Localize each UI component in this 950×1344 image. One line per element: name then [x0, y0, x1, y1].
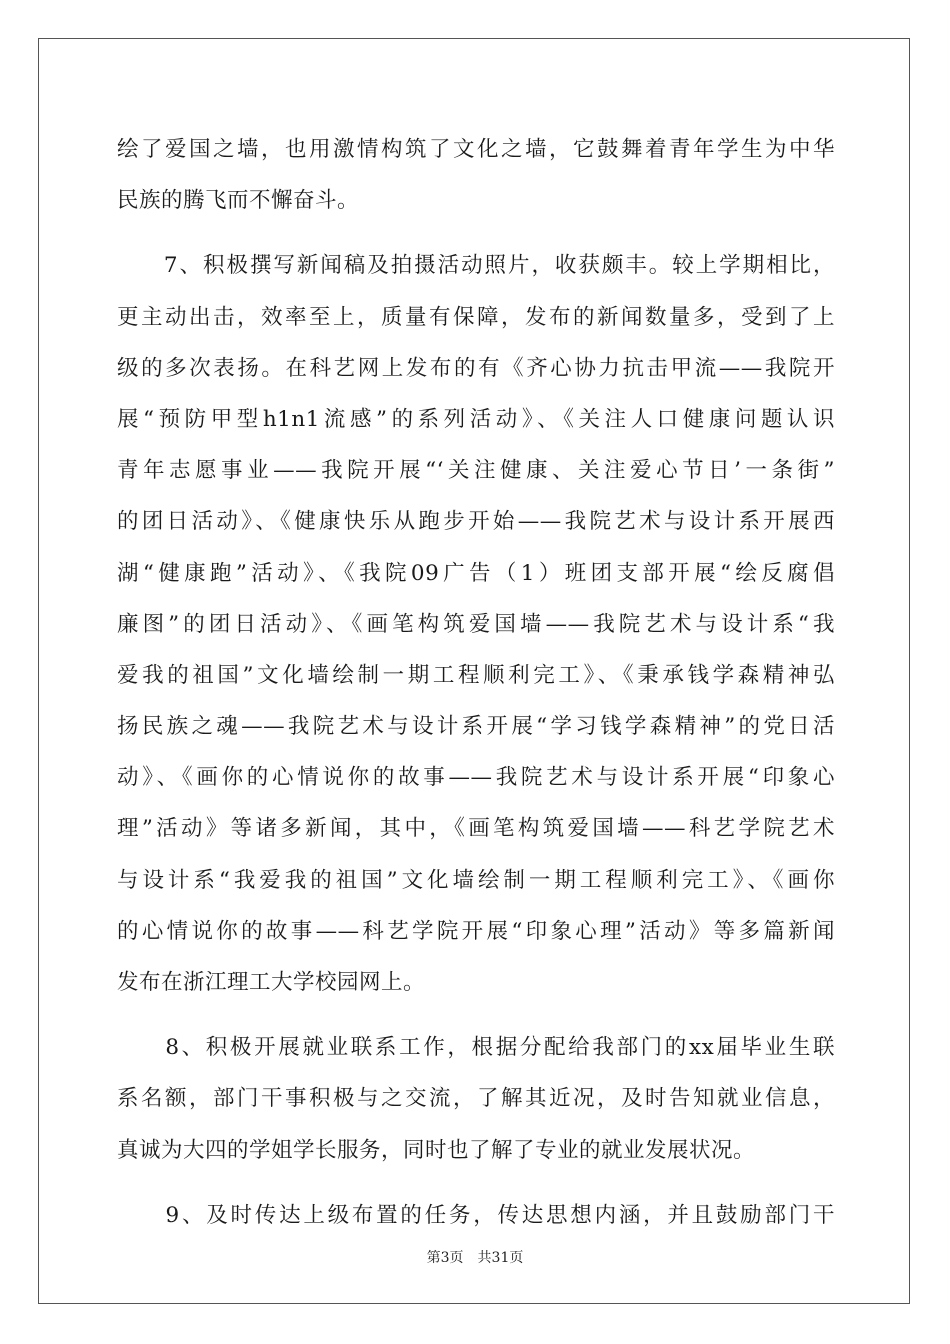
- text-line: 发布在浙江理工大学校园网上。: [117, 970, 426, 995]
- text-line: 与设计系“我爱我的祖国”文化墙绘制一期工程顺利完工》、《画你: [117, 867, 835, 893]
- text-line: 绘了爱国之墙，也用激情构筑了文化之墙，它鼓舞着青年学生为中华: [117, 137, 835, 162]
- text-line: 动》、《画你的心情说你的故事——我院艺术与设计系开展“印象心: [117, 765, 835, 791]
- text-line: 9、及时传达上级布置的任务，传达思想内涵，并且鼓励部门干: [117, 1202, 835, 1228]
- text-line: 7、积极撰写新闻稿及拍摄活动照片，收获颇丰。较上学期相比，: [117, 253, 835, 279]
- paragraph: [117, 240, 835, 1008]
- text-line: 扬民族之魂——我院艺术与设计系开展“学习钱学森精神”的党日活: [117, 714, 835, 740]
- text-line: 更主动出击，效率至上，质量有保障，发布的新闻数量多，受到了上: [117, 304, 835, 330]
- text-line: 青年志愿事业——我院开展“‘关注健康、关注爱心节日’一条街”: [117, 458, 835, 484]
- text-line: 的团日活动》、《健康快乐从跑步开始——我院艺术与设计系开展西: [117, 509, 835, 535]
- text-line: 的心情说你的故事——科艺学院开展“印象心理”活动》等多篇新闻: [117, 918, 835, 944]
- text-line: 爱我的祖国”文化墙绘制一期工程顺利完工》、《秉承钱学森精神弘: [117, 662, 835, 688]
- page-number-footer: 第3页 共31页: [426, 1250, 524, 1266]
- text-line: 廉图”的团日活动》、《画笔构筑爱国墙——我院艺术与设计系“我: [117, 611, 835, 637]
- text-line: 8、积极开展就业联系工作，根据分配给我部门的xx届毕业生联: [117, 1035, 835, 1061]
- paragraph: [117, 1022, 835, 1176]
- paragraph: [117, 124, 835, 226]
- text-line: 民族的腾飞而不懈奋斗。: [117, 188, 360, 214]
- text-line: 真诚为大四的学姐学长服务，同时也了解了专业的就业发展状况。: [117, 1137, 756, 1163]
- document-body: [117, 124, 835, 1241]
- text-line: 展“预防甲型h1n1流感”的系列活动》、《关注人口健康问题认识: [117, 406, 835, 432]
- text-line: 理”活动》等诸多新闻，其中，《画笔构筑爱国墙——科艺学院艺术: [117, 816, 835, 842]
- text-line: 系名额，部门干事积极与之交流，了解其近况，及时告知就业信息，: [117, 1086, 835, 1112]
- text-line: 湖“健康跑”活动》、《我院09广告（1）班团支部开展“绘反腐倡: [117, 560, 835, 586]
- paragraph: [117, 1190, 835, 1241]
- text-line: 级的多次表扬。在科艺网上发布的有《齐心协力抗击甲流——我院开: [117, 355, 835, 381]
